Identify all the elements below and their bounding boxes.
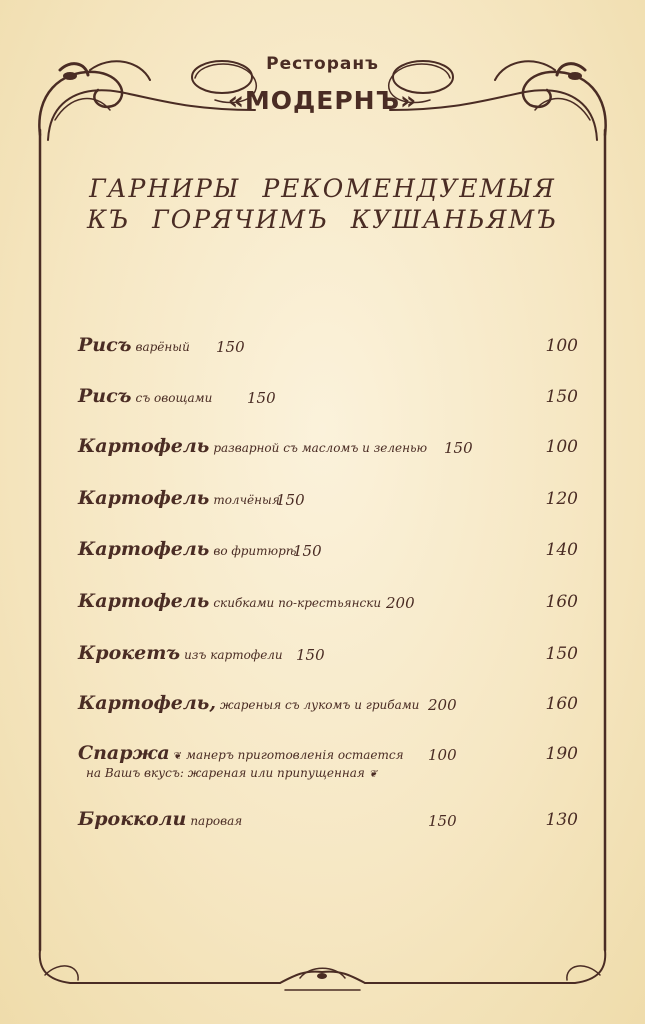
dish-price: 150: [545, 387, 578, 407]
dish-name: Картофель,: [78, 692, 216, 714]
menu-item: [78, 385, 578, 415]
menu-item: [78, 334, 578, 364]
dish-price: 160: [545, 592, 578, 612]
menu-item: [78, 642, 578, 672]
dish-weight: 150: [216, 338, 245, 356]
dish-price: 140: [545, 540, 578, 560]
dish-description-continued: на Вашъ вкусъ: жареная или припущенная ❦: [86, 766, 378, 780]
dish-name: Брокколи: [78, 808, 187, 830]
dish-price: 120: [545, 489, 578, 509]
dish-price: 150: [545, 644, 578, 664]
menu-heading-line1: ГАРНИРЫ РЕКОМЕНДУЕМЫЯ: [89, 174, 556, 203]
dish-description: манеръ приготовленія остается: [186, 748, 404, 762]
dish-description: изъ картофели: [184, 648, 283, 662]
menu-heading-line2: КЪ ГОРЯЧИМЪ КУШАНЬЯМЪ: [87, 205, 558, 234]
dish-name: Картофель: [78, 487, 210, 509]
dish-description: паровая: [190, 814, 243, 828]
menu-item: [78, 590, 578, 620]
dish-weight: 200: [428, 696, 457, 714]
dish-name: Картофель: [78, 590, 210, 612]
menu-item: [78, 808, 578, 838]
restaurant-name: «МОДЕРНЪ»: [227, 86, 418, 115]
dish-price: 130: [545, 810, 578, 830]
dish-description: во фритюрѣ: [213, 544, 297, 558]
dish-weight: 150: [444, 439, 473, 457]
dish-description: съ овощами: [135, 391, 213, 405]
dish-weight: 150: [247, 389, 276, 407]
menu-item: [78, 538, 578, 568]
dish-price: 100: [545, 336, 578, 356]
dish-description: жареныя съ лукомъ и грибами: [219, 698, 420, 712]
dish-name: Рисъ: [78, 385, 132, 407]
dish-weight: 200: [386, 594, 415, 612]
dish-weight: 100: [428, 746, 457, 764]
dish-description: варёный: [135, 340, 190, 354]
dish-description: разварной съ масломъ и зеленью: [213, 441, 428, 455]
dish-weight: 150: [428, 812, 457, 830]
dish-weight: 150: [296, 646, 325, 664]
restaurant-label: Ресторанъ: [266, 54, 379, 74]
dish-name: Рисъ: [78, 334, 132, 356]
dish-name: Спаржа: [78, 742, 170, 764]
dish-price: 100: [545, 437, 578, 457]
menu-item: [78, 487, 578, 517]
dish-price: 190: [545, 744, 578, 764]
dish-description: скибками по-крестьянски: [213, 596, 382, 610]
dish-weight: 150: [293, 542, 322, 560]
dish-weight: 150: [276, 491, 305, 509]
menu-item: [78, 435, 578, 465]
dish-name: Картофель: [78, 538, 210, 560]
fleuron-icon: ❦: [173, 751, 183, 762]
menu-item: [78, 692, 578, 722]
dish-name: Картофель: [78, 435, 210, 457]
dish-price: 160: [545, 694, 578, 714]
dish-name: Крокетъ: [78, 642, 181, 664]
dish-description: толчёныя: [213, 493, 280, 507]
menu-item: [78, 742, 578, 786]
fleuron-icon: ❦: [368, 769, 378, 780]
